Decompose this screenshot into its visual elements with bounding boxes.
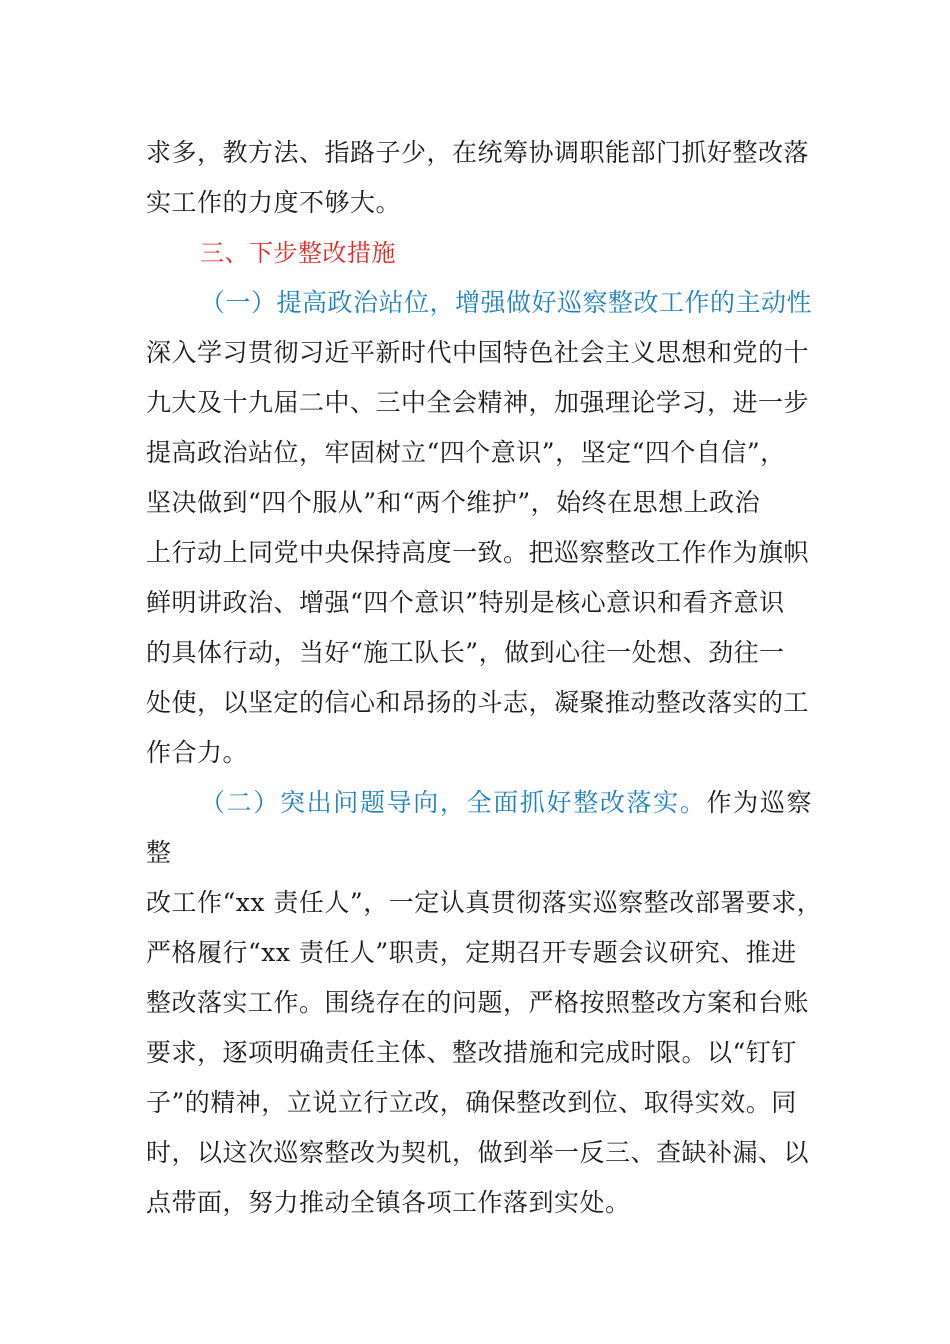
section-heading: 三、下步整改措施 <box>200 239 396 267</box>
text-line: 改工作“xx 责任人”，一定认真贯彻落实巡察整改部署要求， <box>146 888 823 917</box>
text-line: 时，以这次巡察整改为契机，做到举一反三、查缺补漏、以 <box>146 1138 810 1167</box>
text-line: 严格履行“xx 责任人”职责，定期召开专题会议研究、推进 <box>146 938 797 967</box>
text-line: 实工作的力度不够大。 <box>146 188 402 217</box>
text-line: 作合力。 <box>146 738 249 767</box>
text-line: 提高政治站位，牢固树立“四个意识”，坚定“四个自信”， <box>146 438 786 467</box>
item2-first-line-text: 作为巡察整 <box>146 788 812 867</box>
text-line: 九大及十九届二中、三中全会精神，加强理论学习，进一步 <box>146 388 810 417</box>
item1-heading-text: （一）提高政治站位，增强做好巡察整改工作的主动性 <box>200 288 813 317</box>
paragraph-continued <box>146 128 812 228</box>
item1-paragraph <box>146 328 812 778</box>
text-line: 要求，逐项明确责任主体、整改措施和完成时限。以“钉钉 <box>146 1038 797 1067</box>
text-line: 深入学习贯彻习近平新时代中国特色社会主义思想和党的十 <box>146 338 810 367</box>
item2-paragraph <box>146 878 823 1228</box>
text-line: 点带面，努力推动全镇各项工作落到实处。 <box>146 1188 631 1217</box>
item2-paragraph-first-line <box>146 778 812 878</box>
text-line: 坚决做到“四个服从”和“两个维护”，始终在思想上政治 <box>146 488 761 517</box>
text-line: 的具体行动，当好“施工队长”，做到心往一处想、劲往一 <box>146 638 785 667</box>
item1-subheading <box>146 278 812 328</box>
text-line: 整改落实工作。围绕存在的问题，严格按照整改方案和台账 <box>146 988 810 1017</box>
text-line: 求多，教方法、指路子少，在统筹协调职能部门抓好整改落 <box>146 138 810 167</box>
text-line: 鲜明讲政治、增强“四个意识”特别是核心意识和看齐意识 <box>146 588 785 617</box>
text-line: 处使，以坚定的信心和昂扬的斗志，凝聚推动整改落实的工 <box>146 688 810 717</box>
item2-heading-text: （二）突出问题导向，全面抓好整改落实。 <box>200 788 707 817</box>
text-line: 上行动上同党中央保持高度一致。把巡察整改工作作为旗帜 <box>146 538 810 567</box>
text-line: 子”的精神，立说立行立改，确保整改到位、取得实效。同 <box>146 1088 797 1117</box>
document-body <box>146 128 823 1228</box>
